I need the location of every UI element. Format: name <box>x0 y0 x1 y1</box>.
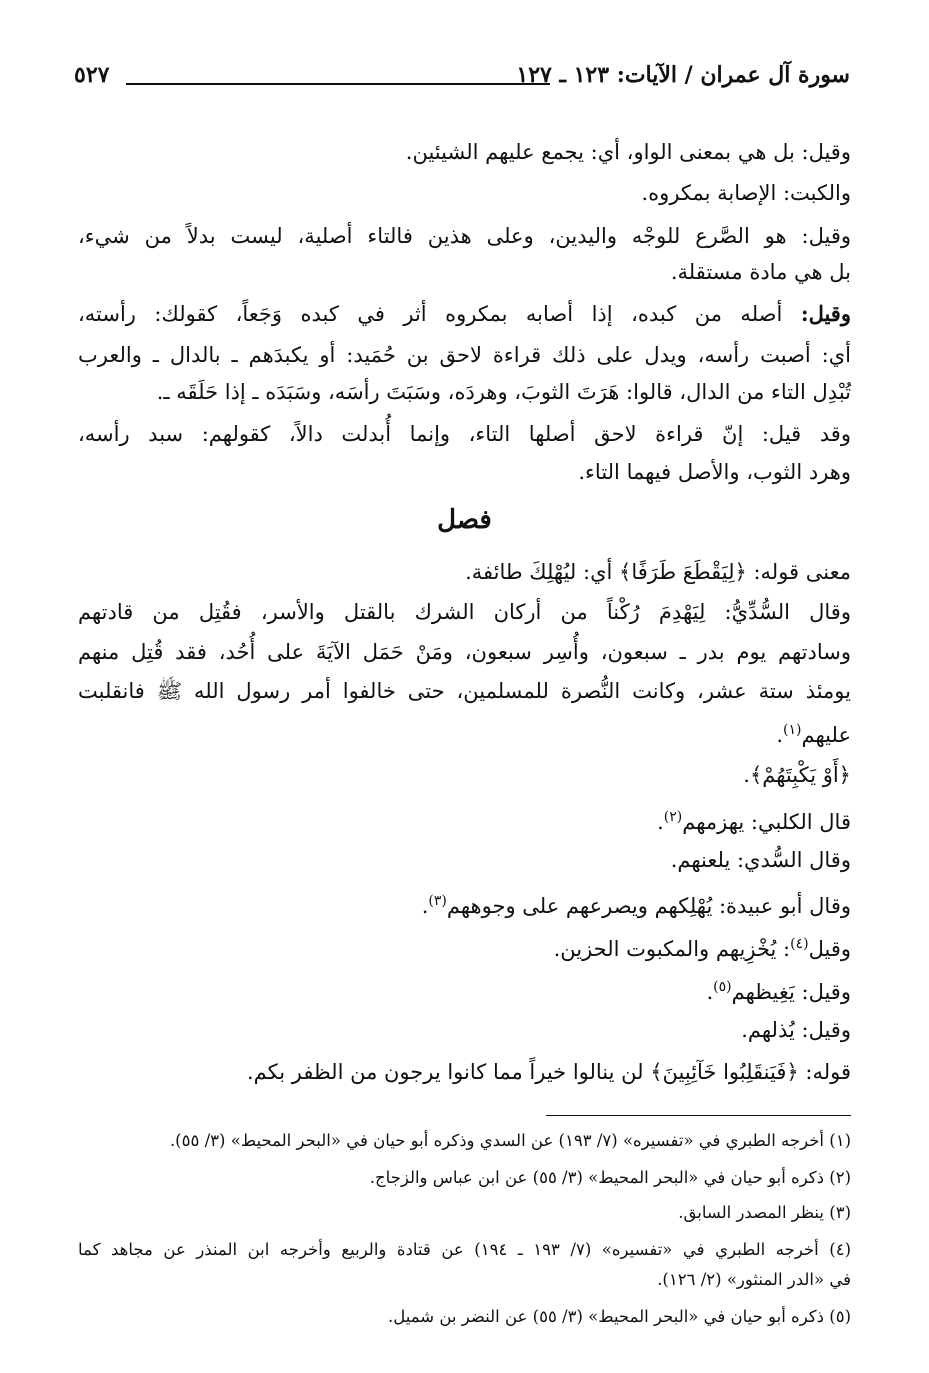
paragraph-line: وقيل: هو الصَّرع للوجْه واليدين، وعلى هذين فالتاء أصلية، ليست بدلاً من شيء، <box>78 224 851 248</box>
paragraph-line: وقد قيل: إنّ قراءة لاحق أصلها التاء، وإنما أُبدلت دالاً، كقولهم: سبد رأسه، <box>78 422 851 446</box>
footnote-ref: (٣) <box>428 893 447 909</box>
paragraph-line: عليهم$^{(١)}$. <box>776 722 851 747</box>
quranic-verse: ﴿أَوْ يَكْبِتَهُمْ﴾. <box>743 763 851 787</box>
footnote: (١) أخرجه الطبري في «تفسيره» (٧/ ١٩٣) عن السدي وذكره أبو حيان في «البحر المحيط» (٣/ ٥٥). <box>169 1131 851 1150</box>
paragraph-line: قال الكلبي: يهزمهم$^{(٢)}$. <box>657 809 851 834</box>
footnote-ref: (٢) <box>663 809 683 825</box>
footnote: (٢) ذكره أبو حيان في «البحر المحيط» (٣/ ٥٥) عن ابن عباس والزجاج. <box>369 1168 851 1187</box>
paragraph-line: وقال السُّدِّيُّ: لِيَهْدِمَ رُكْناً من أركان الشرك بالقتل والأسر، فقُتِل من قادتهم <box>78 600 851 624</box>
paragraph-line: بل هي مادة مستقلة. <box>670 260 851 284</box>
paragraph-line: يومئذ ستة عشر، وكانت النُّصرة للمسلمين، حتى خالفوا أمر رسول الله ﷺ فانقلبت <box>78 679 851 703</box>
paragraph-line: أي: أصبت رأسه، ويدل على ذلك قراءة لاحق بن حُمَيد: أو يكبدَهم ـ بالدال ـ والعرب <box>78 343 851 367</box>
section-heading: فصل <box>437 505 492 535</box>
page-number: ٥٢٧ <box>74 62 110 88</box>
paragraph-line: تُبْدِل التاء من الدال، قالوا: هَرَتَ الثوبَ، وهردَه، وسَبَتَ رأسَه، وسَبَدَه ـ إذا حَلَقَه ـ. <box>156 380 851 404</box>
footnote: (٣) ينظر المصدر السابق. <box>678 1203 851 1222</box>
footnote-divider <box>546 1115 851 1116</box>
paragraph-line: وسادتهم يوم بدر ـ سبعون، وأُسِر سبعون، ومَنْ حَمَل الآيَةَ على أُحُد، فقد قُتِل منهم <box>78 640 851 664</box>
header-rule <box>126 83 550 85</box>
paragraph-line: وهرد الثوب، والأصل فيهما التاء. <box>578 460 851 484</box>
running-header <box>74 58 850 98</box>
paragraph-line: وقال أبو عبيدة: يُهْلِكهم ويصرعهم على وجوههم$^{(٣)}$. <box>421 893 851 918</box>
paragraph-line: وقال السُّدي: يلعنهم. <box>670 848 851 872</box>
footnote-ref: (٤) <box>790 936 809 952</box>
header-title: سورة آل عمران / الآيات: ١٢٣ ـ ١٢٧ <box>516 62 850 88</box>
footnote: (٥) ذكره أبو حيان في «البحر المحيط» (٣/ ٥٥) عن النضر بن شميل. <box>388 1307 851 1326</box>
footnote: في «الدر المنثور» (٢/ ١٢٦). <box>657 1270 851 1289</box>
footnote-ref: (٥) <box>713 979 732 995</box>
paragraph-line: وقيل: بل هي بمعنى الواو، أي: يجمع عليهم الشيئين. <box>405 140 851 164</box>
paragraph-line: وقيل$^{(٤)}$: يُخْزِيهم والمكبوت الحزين. <box>553 936 851 961</box>
paragraph-line: معنى قوله: ﴿لِيَقْطَعَ طَرَفًا﴾ أي: ليُهْلِكَ طائفة. <box>465 560 851 584</box>
footnote-ref: (١) <box>783 722 802 738</box>
paragraph-line: وقيل: يُذلهم. <box>741 1018 851 1042</box>
paragraph-line: والكبت: الإصابة بمكروه. <box>641 181 851 205</box>
paragraph-line: وقيل: أصله من كبده، إذا أصابه بمكروه أثر في كبده وَجَعاً، كقولك: رأسته، <box>78 301 851 326</box>
paragraph-line: وقيل: يَغِيظهم$^{(٥)}$. <box>706 979 851 1004</box>
term-lead: وقيل: <box>800 301 851 326</box>
footnote: (٤) أخرجه الطبري في «تفسيره» (٧/ ١٩٣ ـ ١٩٤) عن قتادة والربيع وأخرجه ابن المنذر عن مجاهد كما <box>78 1240 852 1259</box>
paragraph-line: قوله: ﴿فَيَنقَلِبُوا خَآئِبِينَ﴾ لن ينالوا خيراً مما كانوا يرجون من الظفر بكم. <box>246 1060 851 1084</box>
